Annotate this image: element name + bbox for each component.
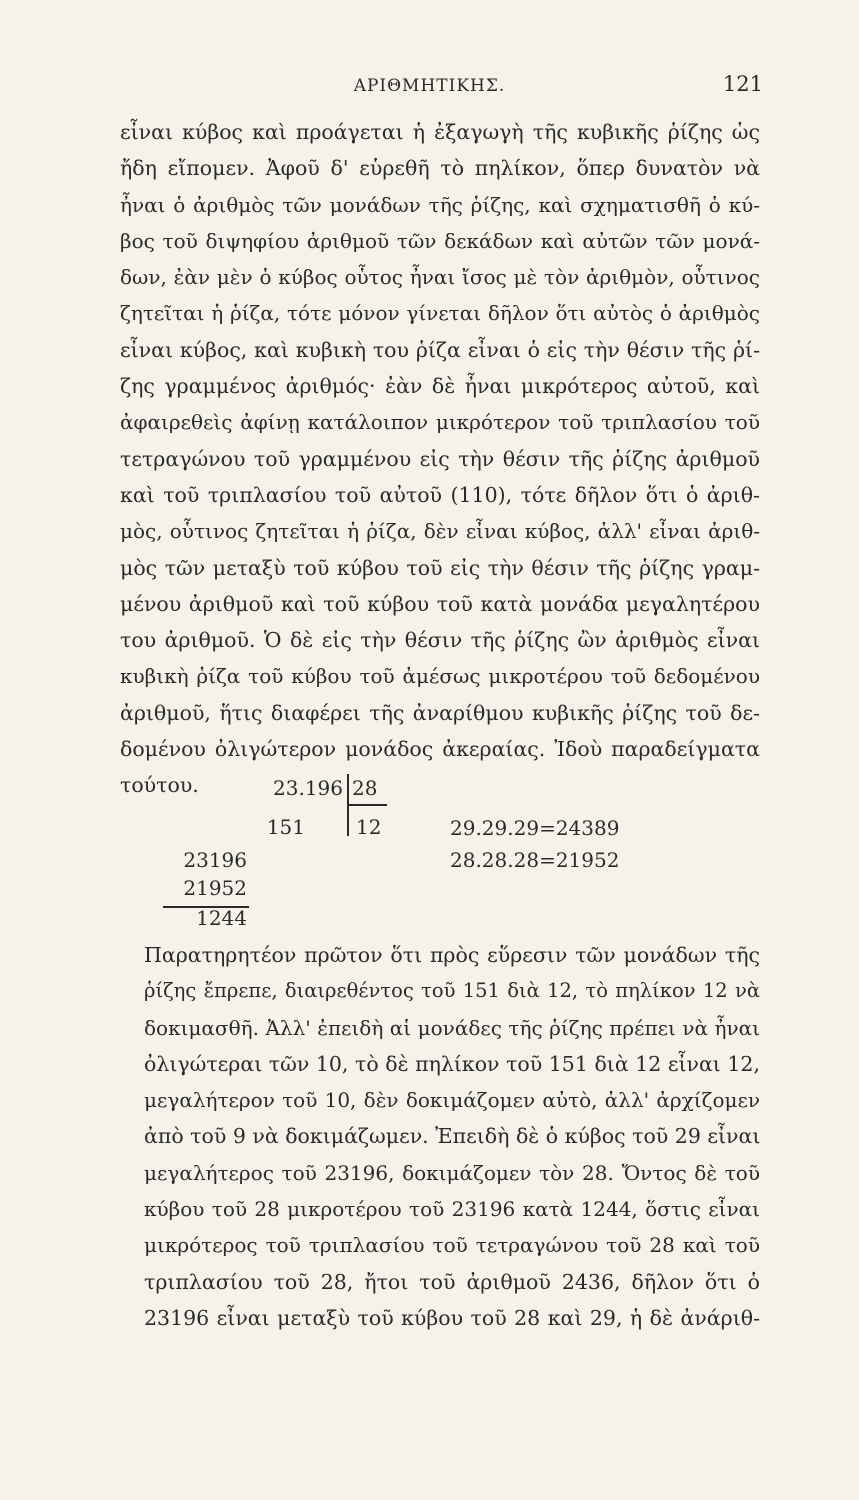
text-line: τριπλασίου τοῦ 28, ἤτοι τοῦ ἀριθμοῦ 2436, δῆλον ὅτι ὁ xyxy=(144,1269,760,1294)
text-line: ἀφαιρεθεὶς ἀφίνῃ κατάλοιπον μικρότερον τοῦ τριπλασίου τοῦ xyxy=(120,410,760,435)
divisor: 28 xyxy=(352,776,378,800)
text-line: ἦναι ὁ ἀριθμὸς τῶν μονάδων τῆς ῥίζης, καὶ σχηματισθῆ ὁ κύ- xyxy=(120,192,760,217)
text-line: μεγαλήτερον τοῦ 10, δὲν δοκιμάζομεν αὐτὸ, ἀλλ' ἀρχίζομεν xyxy=(144,1088,760,1113)
text-line: ῥίζης ἔπρεπε, διαιρεθέντος τοῦ 151 διὰ 12, τὸ πηλίκον 12 νὰ xyxy=(144,979,760,1003)
text-line: κυβικὴ ῥίζα τοῦ κύβου τοῦ ἀμέσως μικροτέρου τοῦ δεδομένου xyxy=(120,664,760,689)
remainder: 151 xyxy=(266,815,305,839)
text-line: τετραγώνου τοῦ γραμμένου εἰς τὴν θέσιν τῆς ῥίζης ἀριθμοῦ xyxy=(120,446,760,471)
page-number: 121 xyxy=(722,72,763,96)
text-line: ζης γραμμένος ἀριθμός· ἐὰν δὲ ἦναι μικρότερος αὐτοῦ, καὶ xyxy=(120,374,760,399)
long-division xyxy=(250,772,410,842)
text-line: μὸς τῶν μεταξὺ τοῦ κύβου τοῦ εἰς τὴν θέσιν τῆς ῥίζης γραμ- xyxy=(120,555,760,580)
paragraph-2 xyxy=(120,937,760,1336)
subtrahend: 21952 xyxy=(183,876,247,900)
text-line: ἤδη εἴπομεν. Ἀφοῦ δ' εὑρεθῆ τὸ πηλίκον, ὅπερ δυνατὸν νὰ xyxy=(120,156,760,181)
text-line: του ἀριθμοῦ. Ὁ δὲ εἰς τὴν θέσιν τῆς ῥίζης ὢν ἀριθμὸς εἶναι xyxy=(120,628,760,653)
text-line: κύβου τοῦ 28 μικροτέρου τοῦ 23196 κατὰ 1244, ὅστις εἶναι xyxy=(144,1197,760,1222)
text-line: μικρότερος τοῦ τριπλασίου τοῦ τετραγώνου τοῦ 28 καὶ τοῦ xyxy=(144,1233,760,1258)
text-line: ἀριθμοῦ, ἥτις διαφέρει τῆς ἀναρίθμου κυβικῆς ῥίζης τοῦ δε- xyxy=(120,700,760,725)
cube-29: 29.29.29=24389 xyxy=(450,816,620,840)
text-line: δομένου ὀλιγώτερον μονάδος ἀκεραίας. Ἰδοὺ παραδείγματα xyxy=(120,737,760,762)
difference: 1244 xyxy=(196,906,247,930)
quotient: 12 xyxy=(356,815,382,839)
paragraph-1 xyxy=(120,114,760,804)
page-header xyxy=(0,72,859,102)
text-line: Παρατηρητέον πρῶτον ὅτι πρὸς εὕρεσιν τῶν μονάδων τῆς xyxy=(144,943,760,967)
cube-28: 28.28.28=21952 xyxy=(450,848,620,872)
minuend: 23196 xyxy=(183,848,247,872)
division-horizontal-rule xyxy=(347,804,387,806)
text-line: 23196 εἶναι μεταξὺ τοῦ κύβου τοῦ 28 καὶ 29, ἡ δὲ ἀνάριθ- xyxy=(144,1305,760,1330)
text-line: μένου ἀριθμοῦ καὶ τοῦ κύβου τοῦ κατὰ μονάδα μεγαλητέρου xyxy=(120,591,760,616)
dividend: 23.196 xyxy=(273,776,343,800)
text-line: εἶναι κύβος, καὶ κυβικὴ του ῥίζα εἶναι ὁ εἰς τὴν θέσιν τῆς ῥί- xyxy=(120,337,760,362)
cube-calculations xyxy=(450,812,690,882)
text-line: ζητεῖται ἡ ῥίζα, τότε μόνον γίνεται δῆλον ὅτι αὐτὸς ὁ ἀριθμὸς xyxy=(120,301,760,326)
text-line: μεγαλήτερος τοῦ 23196, δοκιμάζομεν τὸν 28. Ὄντος δὲ τοῦ xyxy=(144,1160,760,1185)
text-line: βος τοῦ διψηφίου ἀριθμοῦ τῶν δεκάδων καὶ αὐτῶν τῶν μονά- xyxy=(120,228,760,253)
text-line: καὶ τοῦ τριπλασίου τοῦ αὐτοῦ (110), τότε δῆλον ὅτι ὁ ἀριθ- xyxy=(120,482,760,507)
text-line: μὸς, οὗτινος ζητεῖται ἡ ῥίζα, δὲν εἶναι κύβος, ἀλλ' εἶναι ἀριθ- xyxy=(120,519,760,544)
text-line: δοκιμασθῆ. Ἀλλ' ἐπειδὴ αἱ μονάδες τῆς ῥίζης πρέπει νὰ ἦναι xyxy=(144,1015,760,1040)
text-line: τούτου. xyxy=(120,773,199,798)
text-line: ὀλιγώτεραι τῶν 10, τὸ δὲ πηλίκον τοῦ 151 διὰ 12 εἶναι 12, xyxy=(144,1051,760,1076)
text-line: ἀπὸ τοῦ 9 νὰ δοκιμάζωμεν. Ἐπειδὴ δὲ ὁ κύβος τοῦ 29 εἶναι xyxy=(144,1124,761,1149)
subtraction xyxy=(163,844,273,934)
running-title: ΑΡΙΘΜΗΤΙΚΗΣ. xyxy=(353,76,506,96)
text-line: δων, ἐὰν μὲν ὁ κύβος οὗτος ἦναι ἴσος μὲ τὸν ἀριθμὸν, οὗτινος xyxy=(120,265,760,290)
text-line: εἶναι κύβος καὶ προάγεται ἡ ἐξαγωγὴ τῆς κυβικῆς ῥίζης ὡς xyxy=(120,120,760,144)
